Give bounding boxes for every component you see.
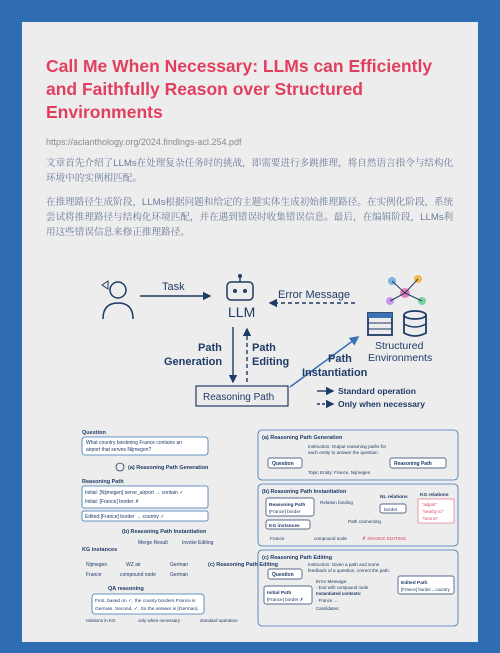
legend-kg: relations in KG <box>86 618 116 623</box>
panel-a-reasoning: Reasoning Path <box>394 461 432 467</box>
qa-line-1: First, based on ✓, the county borders France is <box>95 599 196 604</box>
path-generation-label-2: Generation <box>164 356 223 368</box>
step-c-label: (c) Reasoning Path Editing <box>208 562 278 568</box>
panel-b-invoke: ✗ INVOKE EDITING <box>362 537 407 542</box>
legend-only-necessary: only when necessary <box>138 618 181 623</box>
legend-necessary: Only when necessary <box>338 399 425 409</box>
legend-standard-op: standard operation <box>200 618 238 623</box>
step-a-label: (a) Reasoning Path Generation <box>128 465 209 471</box>
panel-b-path-connecting: Path connecting <box>348 519 381 524</box>
panel-c-error-3: · France ... <box>316 598 338 603</box>
panel-a-instruction-2: each entity to answer the question <box>308 450 378 455</box>
pipeline-figure <box>80 426 460 638</box>
panel-b-binding: Relation binding <box>320 500 353 505</box>
kg-france: France <box>86 572 102 578</box>
overview-figure <box>70 267 440 417</box>
panel-b-kg-instances: KG instances <box>269 524 300 529</box>
panel-b-kg-r2: "nearby to" <box>422 509 444 514</box>
robot-icon <box>227 274 253 300</box>
reasoning-path-label: Reasoning Path <box>203 392 275 403</box>
kg-german-1: German <box>170 562 189 568</box>
path-editing-label-1: Path <box>252 342 276 354</box>
kg-wz-air: WZ air <box>126 562 141 568</box>
path-editing-label-2: Editing <box>252 356 290 368</box>
panel-b-title: (b) Reasoning Path Instantiation <box>262 489 347 495</box>
path-generation-label-1: Path <box>198 342 222 354</box>
question-text-1: What country bordering France contains an <box>86 440 182 446</box>
panel-b-kg-r3: "next to" <box>422 516 439 521</box>
page-title: Call Me When Necessary: LLMs can Efficiently and Faithfully Reason over Structured Environments <box>46 56 433 122</box>
panel-c-edited-val: [France] border→country <box>401 587 450 592</box>
panel-c-instruction-1: Instruction: Given a path and some <box>308 562 380 567</box>
step-b-label: (b) Reasoning Path Instantiation <box>122 529 207 535</box>
paragraph-intro: 文章首先介绍了LLMs在处理复杂任务时的挑战，即需要进行多跳推理，将自然语言指令与结构化环境中的实例相匹配。 <box>46 158 454 184</box>
article-card <box>22 22 478 642</box>
question-text-2: airport that serves Nijmegen? <box>86 447 152 453</box>
reasoning-path-heading: Reasoning Path <box>82 479 124 485</box>
panel-b-kg-rel: KG relations <box>420 493 449 498</box>
panel-a-question: Question <box>272 461 294 467</box>
panel-c-question: Question <box>272 572 294 578</box>
panel-a-instruction-1: Instruction: Output reasoning paths for <box>308 444 387 449</box>
panel-b-compound: compound node <box>314 536 347 541</box>
rp-line-2: Initial: [France] border ✗ <box>85 499 140 505</box>
llm-label: LLM <box>228 304 256 320</box>
panel-a-topic: Topic Entity: France, Nijmegen <box>308 470 371 475</box>
panel-b-france-border: [France] border <box>269 509 301 514</box>
panel-c-initial: Initial Path <box>267 591 292 596</box>
kg-compound: compound node <box>120 572 156 578</box>
rp-line-3: Edited:[France] border → country ✓ <box>85 514 165 520</box>
invoke-editing-label: Invoke Editing <box>182 540 214 546</box>
kg-german-2: German <box>170 572 189 578</box>
panel-a-title: (a) Reasoning Path Generation <box>262 435 343 441</box>
qa-line-2: German. Second, ✓, So the answer is [German]. <box>95 607 199 612</box>
panel-b-france: France <box>270 536 285 541</box>
source-link[interactable]: https://aclanthology.org/2024.findings-acl.254.pdf <box>46 137 242 147</box>
rp-line-1: Initial: [Nijmegen] serve_airport → contain ✓ <box>85 490 184 496</box>
user-icon <box>102 281 133 319</box>
panel-c-instruction-2: feedback of a question, correct the path. <box>308 568 390 573</box>
error-message-label: Error Message <box>278 289 351 301</box>
panel-c-error-1: · End with compound node <box>316 585 369 590</box>
panel-c-candidates: Candidates: <box>316 606 340 611</box>
merge-result-label: Merge Result <box>138 540 168 546</box>
panel-c-edited: Edited Path <box>401 581 428 586</box>
legend-standard: Standard operation <box>338 386 416 396</box>
task-label: Task <box>162 281 185 293</box>
database-icon <box>404 311 426 336</box>
path-instantiation-label-2: Instantiation <box>302 367 368 379</box>
panel-c-error: Error Message: <box>316 579 348 584</box>
kg-instances-label: KG instances <box>82 547 118 553</box>
panel-c-initial-val: [France] border ✗ <box>267 597 304 602</box>
panel-c-error-2: Instantiated contexts: <box>316 591 362 596</box>
panel-b-kg-r1: "adjoin" <box>422 502 437 507</box>
qa-reasoning-label: QA reasoning <box>108 586 144 592</box>
robot-icon-small <box>116 463 124 471</box>
network-icon <box>386 275 426 305</box>
path-instantiation-label-1: Path <box>328 353 352 365</box>
question-label: Question <box>82 430 106 436</box>
paragraph-method: 在推理路径生成阶段，LLMs根据问题和给定的主题实体生成初始推理路径。在实例化阶段，系统尝试将推理路径与结构化环境匹配，并在遇到错误时收集错误信息。最后，在编辑阶段，LLMs利用这些错误信息来修正推理路径。 <box>46 197 454 238</box>
kg-nijmegen: Nijmegen <box>86 562 108 568</box>
panel-b-reasoning: Reasoning Path <box>269 503 306 508</box>
panel-b-nl: NL relations <box>380 495 408 500</box>
table-icon <box>368 313 392 335</box>
structured-env-label-2: Environments <box>368 352 433 364</box>
panel-b-border: border <box>384 507 398 512</box>
structured-env-label-1: Structured <box>375 340 424 352</box>
panel-c-title: (c) Reasoning Path Editing <box>262 555 332 561</box>
